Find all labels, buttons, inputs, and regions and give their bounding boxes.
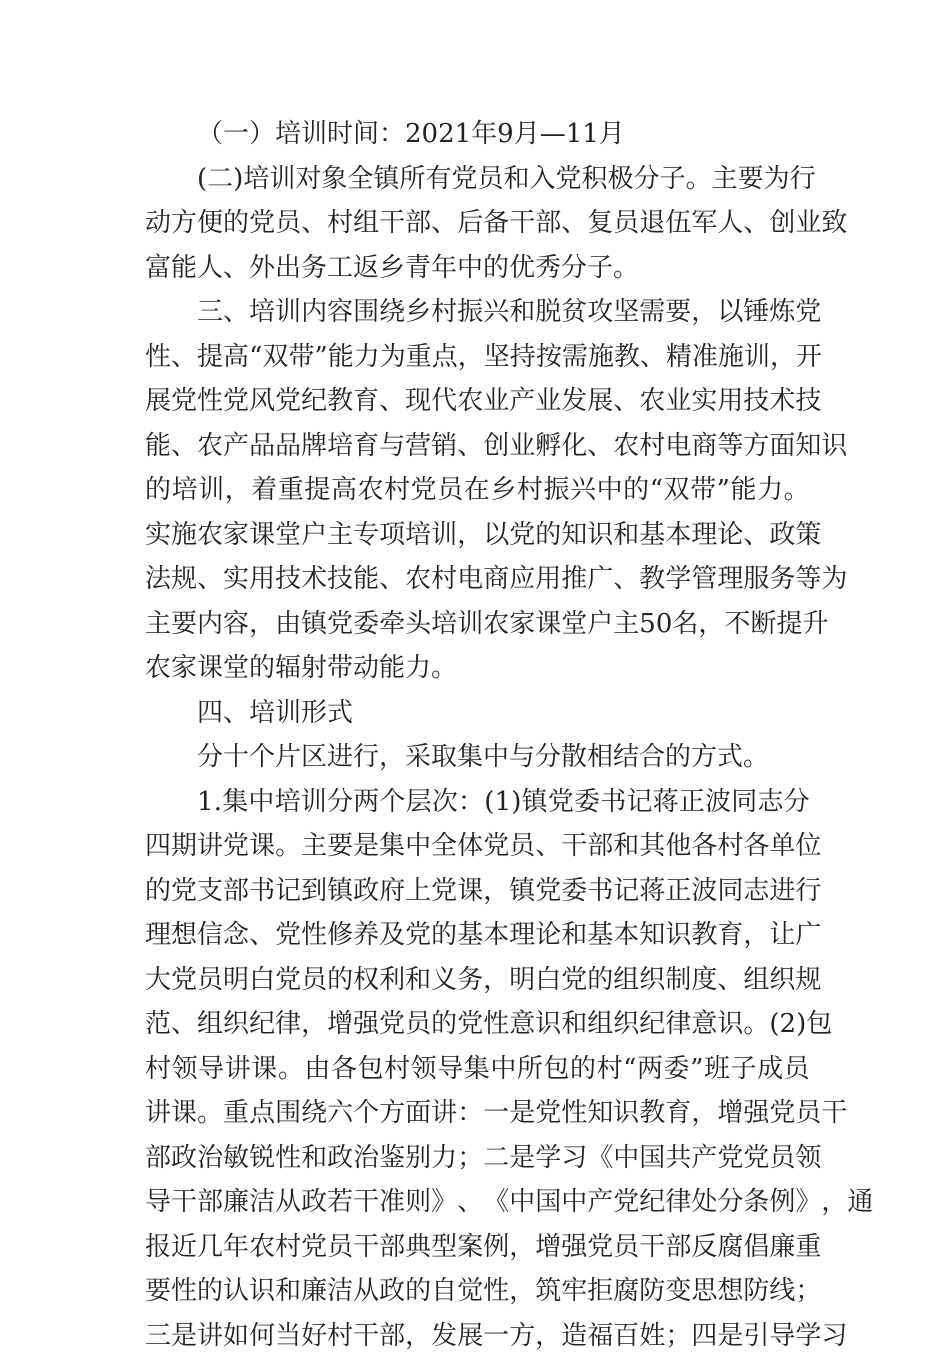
document-body	[145, 112, 810, 1358]
text-line: ( 二 ) 培 训 对 象 全 镇 所 有 党 员 和 入 党 积 极 分 子 。 主 要 为 行	[145, 157, 810, 202]
text-line: 要 性 的 认 识 和 廉 洁 从 政 的 自 觉 性 ， 筑 牢 拒 腐 防 变 思 想 防 线 ；	[145, 1269, 810, 1314]
text-line: 动 方 便 的 党 员 、 村 组 干 部 、 后 备 干 部 、 复 员 退 伍 军 人 、 创 业 致	[145, 201, 810, 246]
text-line: 讲 课 。 重 点 围 绕 六 个 方 面 讲 ： 一 是 党 性 知 识 教 育 ， 增 强 党 员 干	[145, 1091, 810, 1136]
text-line: 大 党 员 明 白 党 员 的 权 利 和 义 务 ， 明 白 党 的 组 织 制 度 、 组 织 规	[145, 958, 810, 1003]
text-line: 1 . 集 中 培 训 分 两 个 层 次 ： ( 1 ) 镇 党 委 书 记 蒋 正 波 同 志 分	[145, 780, 810, 825]
text-line: 性 、 提 高 “ 双 带 ” 能 力 为 重 点 ， 坚 持 按 需 施 教 、 精 准 施 训 ， 开	[145, 335, 810, 380]
text-line: 范 、 组 织 纪 律 ， 增 强 党 员 的 党 性 意 识 和 组 织 纪 律 意 识 。 ( 2 ) 包	[145, 1002, 810, 1047]
text-line: 部 政 治 敏 锐 性 和 政 治 鉴 别 力 ； 二 是 学 习 《 中 国 共 产 党 党 员 领	[145, 1136, 810, 1181]
text-line: 村 领 导 讲 课 。 由 各 包 村 领 导 集 中 所 包 的 村 “ 两 委 ” 班 子 成 员	[145, 1047, 810, 1092]
text-line: 导 干 部 廉 洁 从 政 若 干 准 则 》 、 《 中 国 中 产 党 纪 律 处 分 条 例 》 ， 通	[145, 1180, 810, 1225]
text-line: 的 培 训 ， 着 重 提 高 农 村 党 员 在 乡 村 振 兴 中 的 “ 双 带 ” 能 力 。	[145, 468, 810, 513]
text-line: 理 想 信 念 、 党 性 修 养 及 党 的 基 本 理 论 和 基 本 知 识 教 育 ， 让 广	[145, 913, 810, 958]
text-line: 四 期 讲 党 课 。 主 要 是 集 中 全 体 党 员 、 干 部 和 其 他 各 村 各 单 位	[145, 824, 810, 869]
text-line: 的 党 支 部 书 记 到 镇 政 府 上 党 课 ， 镇 党 委 书 记 蒋 正 波 同 志 进 行	[145, 869, 810, 914]
text-line: 四、培训形式	[145, 691, 810, 736]
text-line: 三 是 讲 如 何 当 好 村 干 部 ， 发 展 一 方 ， 造 福 百 姓 ； 四 是 引 导 学 习	[145, 1314, 810, 1358]
text-line: 三 、 培 训 内 容 围 绕 乡 村 振 兴 和 脱 贫 攻 坚 需 要 ， 以 锤 炼 党	[145, 290, 810, 335]
text-line: （一）培训时间：2021年9月—11月	[145, 112, 810, 157]
text-line: 法 规 、 实 用 技 术 技 能 、 农 村 电 商 应 用 推 广 、 教 学 管 理 服 务 等 为	[145, 557, 810, 602]
text-line: 分十个片区进行，采取集中与分散相结合的方式。	[145, 735, 810, 780]
text-line: 农家课堂的辐射带动能力。	[145, 646, 810, 691]
text-line: 展 党 性 党 风 党 纪 教 育 、 现 代 农 业 产 业 发 展 、 农 业 实 用 技 术 技	[145, 379, 810, 424]
text-line: 主 要 内 容 ， 由 镇 党 委 牵 头 培 训 农 家 课 堂 户 主 5 0 名 ， 不 断 提 升	[145, 602, 810, 647]
text-line: 报 近 几 年 农 村 党 员 干 部 典 型 案 例 ， 增 强 党 员 干 部 反 腐 倡 廉 重	[145, 1225, 810, 1270]
text-line: 实 施 农 家 课 堂 户 主 专 项 培 训 ， 以 党 的 知 识 和 基 本 理 论 、 政 策	[145, 513, 810, 558]
text-line: 能 、 农 产 品 品 牌 培 育 与 营 销 、 创 业 孵 化 、 农 村 电 商 等 方 面 知 识	[145, 424, 810, 469]
text-line: 富能人、外出务工返乡青年中的优秀分子。	[145, 246, 810, 291]
